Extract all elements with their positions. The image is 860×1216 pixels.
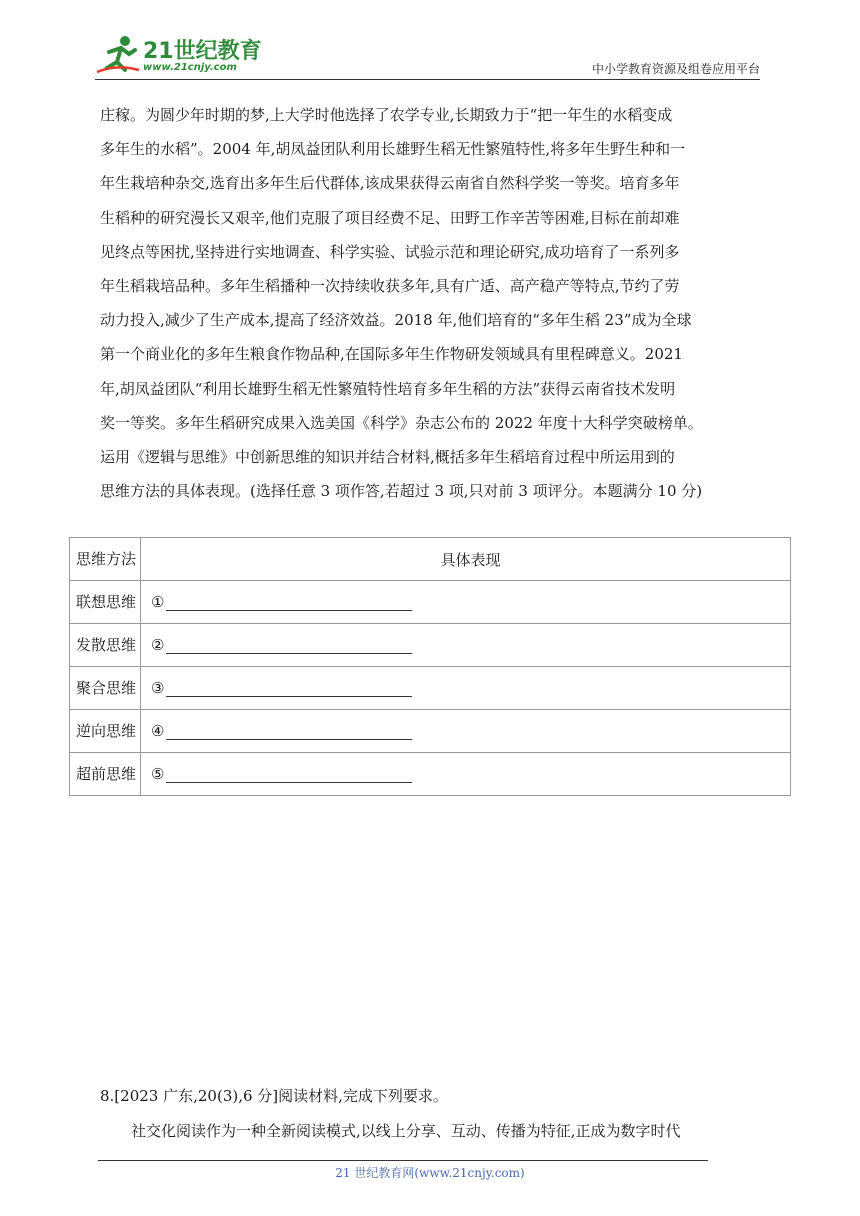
- passage: [100, 98, 762, 508]
- table-row: [70, 710, 791, 753]
- passage-line: 多年生的水稻”。2004 年,胡凤益团队利用长雄野生稻无性繁殖特性,将多年生野生种和一: [100, 140, 686, 159]
- runner-logo-icon: [95, 34, 141, 76]
- answer-marker: ⑤: [151, 765, 165, 783]
- passage-line: 年生稻栽培品种。多年生稻播种一次持续收获多年,具有广适、高产稳产等特点,节约了劳: [100, 277, 680, 296]
- answer-table: [69, 537, 791, 796]
- passage-line: 见终点等困扰,坚持进行实地调查、科学实验、试验示范和理论研究,成功培育了一系列多: [100, 242, 680, 261]
- passage-line: 庄稼。为圆少年时期的梦,上大学时他选择了农学专业,长期致力于“把一年生的水稻变成: [100, 106, 673, 124]
- site-logo[interactable]: [95, 34, 275, 76]
- answer-blank[interactable]: [166, 738, 412, 740]
- passage-line: 动力投入,减少了生产成本,提高了经济效益。2018 年,他们培育的“多年生稻 23”成为全球: [100, 311, 692, 330]
- logo-url: www.21cnjy.com: [143, 62, 237, 73]
- question-8-stem: 8.[2023 广东,20(3),6 分]阅读材料,完成下列要求。: [100, 1087, 448, 1105]
- passage-line: 年,胡凤益团队“利用长雄野生稻无性繁殖特性培育多年生稻的方法”获得云南省技术发明: [100, 379, 676, 398]
- answer-blank[interactable]: [166, 695, 412, 697]
- answer-blank[interactable]: [166, 609, 412, 611]
- table-row: [70, 667, 791, 710]
- answer-cell[interactable]: [141, 753, 791, 796]
- header-method-cell: [70, 538, 141, 581]
- passage-line: 第一个商业化的多年生粮食作物品种,在国际多年生作物研发领域具有里程碑意义。2021: [100, 345, 683, 364]
- table-row: [70, 753, 791, 796]
- method-label: 逆向思维: [76, 722, 137, 740]
- answer-cell[interactable]: [141, 581, 791, 624]
- question-8-text: 社交化阅读作为一种全新阅读模式,以线上分享、互动、传播为特征,正成为数字时代: [131, 1122, 681, 1140]
- method-cell: [70, 667, 141, 710]
- method-label: 聚合思维: [76, 679, 137, 697]
- answer-blank[interactable]: [166, 652, 412, 654]
- answer-marker: ③: [151, 679, 165, 697]
- passage-line: 奖一等奖。多年生稻研究成果入选美国《科学》杂志公布的 2022 年度十大科学突破榜单。: [100, 413, 703, 432]
- passage-line: 生稻种的研究漫长又艰辛,他们克服了项目经费不足、田野工作辛苦等困难,目标在前却难: [100, 208, 680, 227]
- method-label: 发散思维: [76, 636, 137, 654]
- table-header-row: [70, 538, 791, 581]
- answer-marker: ①: [151, 593, 165, 611]
- header-method-label: 思维方法: [76, 550, 137, 568]
- header-divider: [95, 79, 760, 80]
- page-header: [95, 30, 760, 80]
- header-content-cell: [141, 538, 791, 581]
- passage-line: 运用《逻辑与思维》中创新思维的知识并结合材料,概括多年生稻培育过程中所运用到的: [100, 448, 675, 467]
- method-cell: [70, 753, 141, 796]
- answer-cell[interactable]: [141, 667, 791, 710]
- table-row: [70, 581, 791, 624]
- method-cell: [70, 624, 141, 667]
- method-label: 联想思维: [76, 593, 137, 611]
- passage-line: 年生栽培种杂交,选育出多年生后代群体,该成果获得云南省自然科学奖一等奖。培育多年: [100, 174, 680, 193]
- footer-divider: [98, 1160, 708, 1161]
- answer-blank[interactable]: [166, 781, 412, 783]
- answer-marker: ④: [151, 722, 165, 740]
- answer-cell[interactable]: [141, 624, 791, 667]
- method-cell: [70, 710, 141, 753]
- header-content-label: 具体表现: [440, 550, 501, 569]
- footer-link[interactable]: 21 世纪教育网(www.21cnjy.com): [335, 1166, 525, 1180]
- method-cell: [70, 581, 141, 624]
- answer-marker: ②: [151, 636, 165, 654]
- logo-text: 21世纪教育: [143, 39, 262, 64]
- method-label: 超前思维: [76, 765, 137, 783]
- answer-cell[interactable]: [141, 710, 791, 753]
- table-row: [70, 624, 791, 667]
- passage-line: 思维方法的具体表现。(选择任意 3 项作答,若超过 3 项,只对前 3 项评分。本题满分 10 分): [100, 482, 703, 501]
- platform-title: 中小学教育资源及组卷应用平台: [591, 62, 760, 76]
